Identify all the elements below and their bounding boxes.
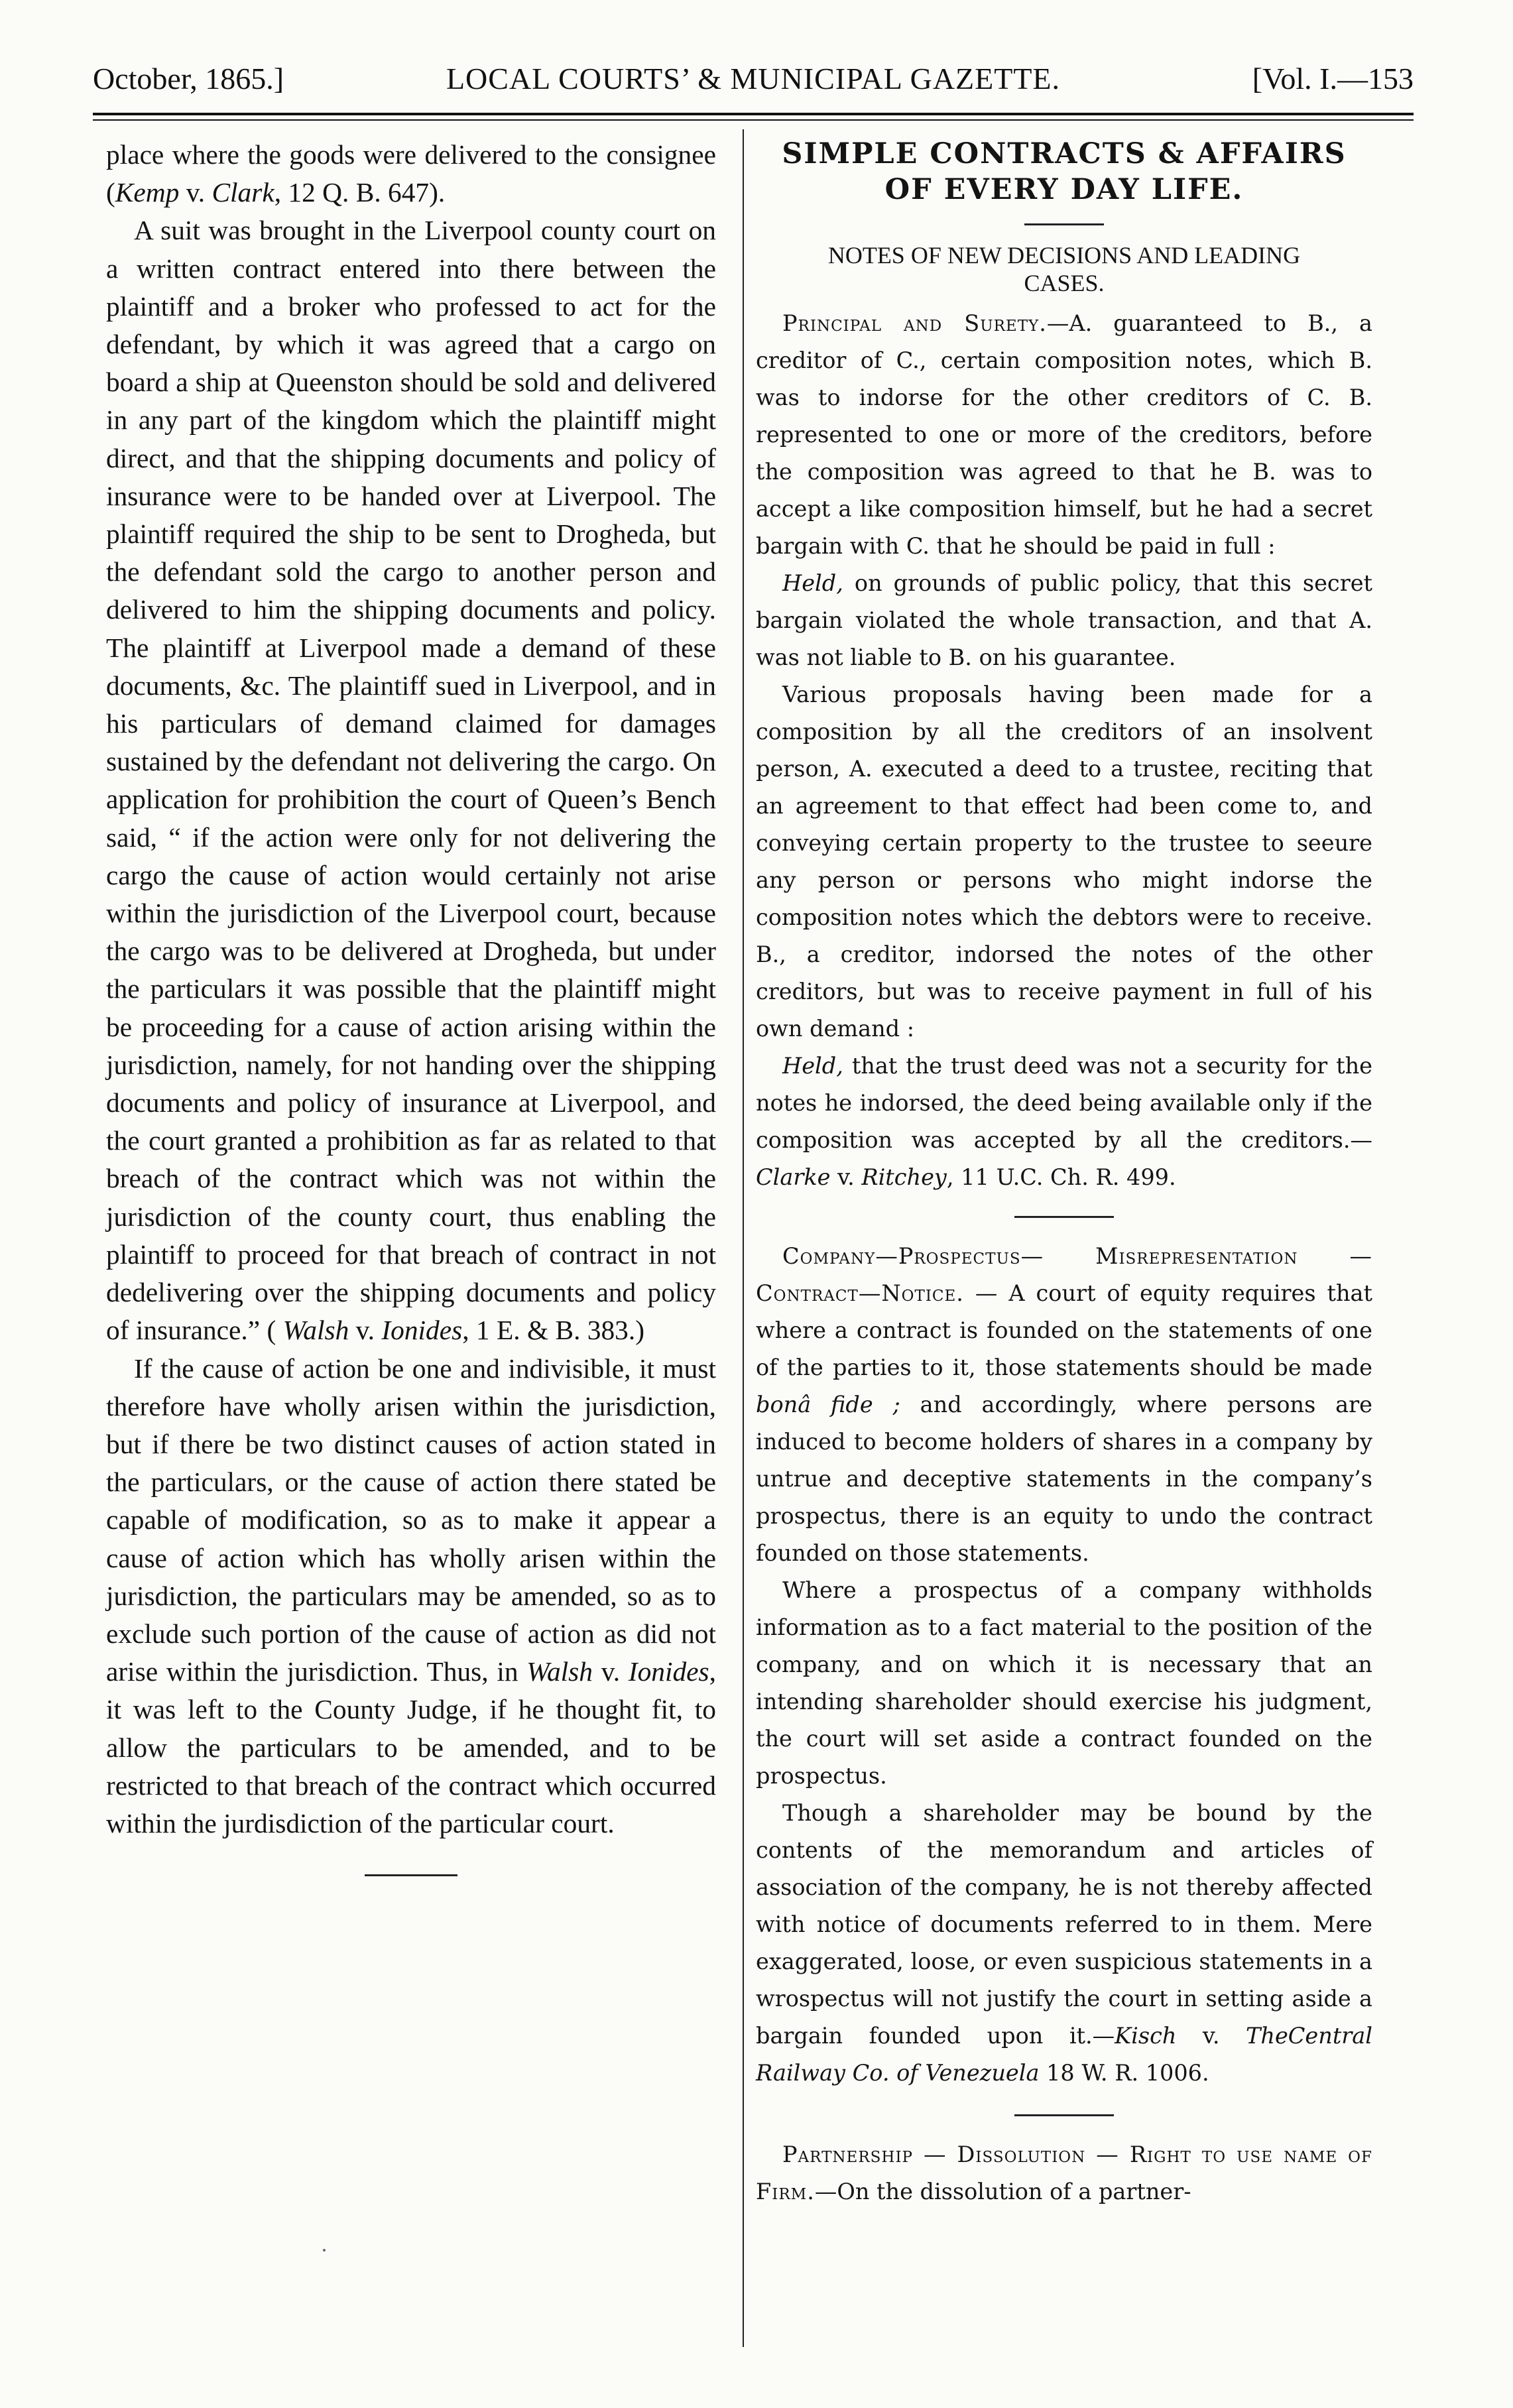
entry-rule [1014, 1216, 1114, 1218]
entry-partnership: Partnership — Dissolution — Right to use name of Firm.—On the dissolution of a partner- [756, 2141, 1372, 2204]
case-name: Walsh [526, 1656, 593, 1687]
case-name: Ionides [628, 1656, 709, 1687]
paragraph: Where a prospectus of a company withholds information as to a fact material to the position of the company, and on which it is necessary that an intending shareholder should exercise his judgment, the court will set aside a contract founded on the prospectus. [756, 1577, 1372, 1789]
section-title: SIMPLE CONTRACTS & AFFAIRS OF EVERY DAY LIFE. [782, 137, 1347, 206]
case-name: Clark [212, 177, 274, 208]
header-date: October, 1865.] [93, 62, 284, 95]
case-name: Kemp [115, 177, 180, 208]
header-title: LOCAL COURTS’ & MUNICIPAL GAZETTE. [446, 62, 1061, 95]
case-name: Clarke [756, 1164, 831, 1190]
paragraph: place where the goods were delivered to the consignee (Kemp v. Clark, 12 Q. B. 647). [106, 139, 716, 208]
header-rule-thin [93, 119, 1414, 121]
header-volume: [Vol. I.—153 [1252, 62, 1414, 95]
case-name: Ritchey [861, 1164, 947, 1190]
entry-rule [1014, 2114, 1114, 2116]
holding: Held, on grounds of public policy, that this secret bargain violated the whole transaction, and that A. was not liable to B. on his guarantee. [756, 570, 1372, 670]
entry-composition: Various proposals having been made for a composition by all the creditors of an insolvent person, A. executed a deed to a trustee, reciting that an agreement to that effect had been come to, and conveying certain property to the trustee to seeure any person or persons who might indorse the composition notes which the debtors were to receive. B., a creditor, indorsed the notes of the other creditors, but was to receive payment in full of his own demand : [756, 682, 1372, 1042]
case-name: TheCentral Railway Co. of Venezuela [756, 2023, 1372, 2086]
entry-company-prospectus: Company—Prospectus— Misrepresentation —Contract—Notice. — A court of equity requires that where a contract is founded on the statements of one of the parties to it, those statements should be made bonâ fide ; and accordingly, where persons are induced to become holders of shares in a company by untrue and deceptive statements in the company’s prospectus, there is an equity to undo the contract founded on those statements. [756, 1243, 1372, 1566]
left-column [106, 136, 716, 1876]
entry-heading: Principal and Surety. [782, 310, 1047, 336]
entry-heading: Company—Prospectus— Misrepresentation —Contract—Notice. [756, 1243, 1372, 1306]
column-divider [743, 129, 744, 2347]
paragraph: Though a shareholder may be bound by the contents of the memorandum and articles of association of the company, he is not thereby affected with notice of documents referred to in them. Mere exaggerated, loose, or even suspicious statements in a wrospectus will not justify the court in setting aside a bargain founded upon it.—Kisch v. TheCentral Railway Co. of Venezuela 18 W. R. 1006. [756, 1800, 1372, 2086]
entry-heading: Partnership — Dissolution — Right to use name of Firm. [756, 2141, 1372, 2204]
stray-mark [323, 2249, 326, 2252]
entry-principal-surety: Principal and Surety.—A. guaranteed to B., a creditor of C., certain composition notes, which B. was to indorse for the other creditors of C. B. represented to one or more of the creditors, before the composition was agreed to that he B. was to accept a like composition himself, but he had a secret bargain with C. that he should be paid in full : [756, 310, 1372, 559]
paragraph: If the cause of action be one and indivisible, it must therefore have wholly arisen within the jurisdiction, but if there be two distinct causes of action stated in the particulars, or the cause of action there stated be capable of modification, so as to make it appear a cause of action which has wholly arisen within the jurisdiction, the particulars may be amended, so as to exclude such portion of the cause of action as did not arise within the jurisdiction. Thus, in Walsh v. Ionides, it was left to the County Judge, if he thought fit, to allow the particulars to be amended, and to be restricted to that breach of the contract which occurred within the jurdisdiction of the particular court. [106, 1353, 716, 1838]
header-rule-thick [93, 113, 1414, 115]
holding: Held, that the trust deed was not a security for the notes he indorsed, the deed being available only if the composition was accepted by all the creditors.—Clarke v. Ritchey, 11 U.C. Ch. R. 499. [756, 1053, 1372, 1190]
case-name: Kisch [1115, 2023, 1177, 2049]
running-header [93, 61, 1414, 107]
paragraph: A suit was brought in the Liverpool county court on a written contract entered into there between the plaintiff and a broker who professed to act for the defendant, by which it was agreed that a cargo on board a ship at Queenston should be sold and delivered in any part of the kingdom which the plaintiff might direct, and that the shipping documents and policy of insurance were to be handed over at Liverpool. The plaintiff required the ship to be sent to Drogheda, but the defendant sold the cargo to another person and delivered to him the shipping documents and policy. The plaintiff at Liverpool made a demand of these documents, &c. The plaintiff sued in Liverpool, and in his particulars of demand claimed for damages sustained by the defendant not delivering the cargo. On application for prohibition the court of Queen’s Bench said, “ if the action were only for not delivering the cargo the cause of action would certainly not arise within the jurisdiction of the Liverpool court, because the cargo was to be delivered at Drogheda, but under the particulars it was possible that the plaintiff might be proceeding for a cause of action arising within the jurisdiction, namely, for not handing over the shipping documents and policy of insurance at Liverpool, and the court granted a prohibition as far as related to that breach of the contract which was not within the jurisdiction of the county court, thus enabling the plaintiff to proceed for that breach of contract in not dedelivering over the shipping documents and policy of insurance.” ( Walsh v. Ionides, 1 E. & B. 383.) [106, 215, 716, 1346]
case-name: Ionides [381, 1315, 463, 1346]
case-name: Walsh [282, 1315, 349, 1346]
section-subtitle: NOTES OF NEW DECISIONS AND LEADING CASES. [827, 242, 1301, 296]
end-rule [365, 1874, 457, 1876]
section-rule [1024, 223, 1104, 225]
right-column [756, 136, 1372, 2210]
